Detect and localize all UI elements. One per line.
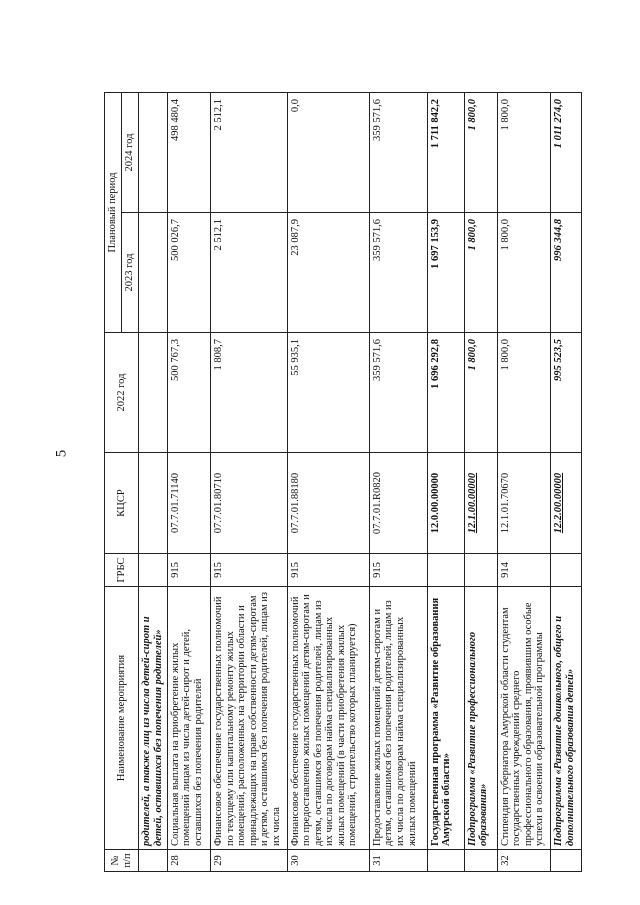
header-2024: 2024 год — [122, 93, 139, 213]
row-kcsr: 07.7.01.80710 — [211, 453, 287, 554]
header-name: Наименование мероприятия — [105, 587, 139, 850]
row-kcsr: 07.7.01.88180 — [287, 453, 369, 554]
row-2022: 1 800,0 — [497, 333, 551, 453]
header-kcsr: КЦСР — [105, 453, 139, 554]
row-kcsr: 12.2.00.00000 — [551, 453, 582, 554]
row-name: Государственная программа «Развитие образования Амурской области» — [427, 587, 464, 850]
header-plan-period: Плановый период — [105, 93, 122, 333]
row-number: 32 — [497, 850, 551, 872]
row-kcsr: 12.1.00.00000 — [464, 453, 497, 554]
row-2024 — [139, 93, 168, 213]
row-2024: 1 011 274,0 — [551, 93, 582, 213]
row-name: Социальная выплата на приобретение жилых помещений лицам из числа детей-сирот и детей, оставшихся без попечения родителей — [167, 587, 210, 850]
header-grbs: ГРБС — [105, 554, 139, 587]
row-number: 30 — [287, 850, 369, 872]
row-kcsr: 12.1.01.70670 — [497, 453, 551, 554]
table-row — [287, 93, 369, 872]
row-2023: 996 344,8 — [551, 213, 582, 333]
header-row-1 — [105, 93, 122, 872]
rotated-page-content — [104, 93, 582, 872]
table-row — [427, 93, 464, 872]
row-2022: 55 935,1 — [287, 333, 369, 453]
row-2024: 498 480,4 — [167, 93, 210, 213]
row-2023: 359 571,6 — [369, 213, 427, 333]
row-2024: 1 800,0 — [464, 93, 497, 213]
row-kcsr — [139, 453, 168, 554]
row-grbs — [139, 554, 168, 587]
row-2023: 1 800,0 — [497, 213, 551, 333]
row-2022 — [139, 333, 168, 453]
header-2022: 2022 год — [105, 333, 139, 453]
row-2024: 1 800,0 — [497, 93, 551, 213]
row-2022: 1 800,0 — [464, 333, 497, 453]
row-name: Стипендия губернатора Амурской области студентам государственных учреждений среднего профессионального образования, проявившим особые успехи в освоении образовательной программы — [497, 587, 551, 850]
row-number: 28 — [167, 850, 210, 872]
table-row — [167, 93, 210, 872]
row-number — [427, 850, 464, 872]
header-2023: 2023 год — [122, 213, 139, 333]
row-name: Финансовое обеспечение государственных полномочий по текущему или капитальному ремонту жилых помещений, расположенных на территории области и принадлежащих на праве собственности детям-сиротам и детям, оставшимся без попечения родителей, лицам из их числа — [211, 587, 287, 850]
row-2024: 1 711 842,2 — [427, 93, 464, 213]
table-row — [369, 93, 427, 872]
row-number — [551, 850, 582, 872]
row-grbs: 915 — [211, 554, 287, 587]
row-2022: 359 571,6 — [369, 333, 427, 453]
row-grbs — [427, 554, 464, 587]
row-number — [464, 850, 497, 872]
table-row — [551, 93, 582, 872]
page-number: 5 — [53, 449, 70, 458]
row-2023: 2 512,1 — [211, 213, 287, 333]
row-grbs: 915 — [369, 554, 427, 587]
budget-table — [104, 92, 582, 872]
row-2023: 1 697 153,9 — [427, 213, 464, 333]
row-kcsr: 07.7.01.R0820 — [369, 453, 427, 554]
row-2022: 1 696 292,8 — [427, 333, 464, 453]
row-2022: 995 523,5 — [551, 333, 582, 453]
row-number: 31 — [369, 850, 427, 872]
row-grbs: 915 — [167, 554, 210, 587]
row-number: 29 — [211, 850, 287, 872]
table-row — [464, 93, 497, 872]
row-name: Предоставление жилых помещений детям-сиротам и детям, оставшимся без попечения родителей, лицам из их числа по договорам найма специализированных жилых помещений — [369, 587, 427, 850]
row-number — [139, 850, 168, 872]
row-name: Подпрограмма «Развитие дошкольного, общего и дополнительного образования детей» — [551, 587, 582, 850]
row-2022: 500 767,3 — [167, 333, 210, 453]
row-kcsr: 07.7.01.71140 — [167, 453, 210, 554]
row-2024: 0,0 — [287, 93, 369, 213]
row-grbs: 914 — [497, 554, 551, 587]
row-grbs — [464, 554, 497, 587]
row-name: Финансовое обеспечение государственных полномочий по предоставлению жилых помещений детям-сиротам и детям, оставшимся без попечения родителей, лицам из их числа по договорам найма специализированных жилых помещений (в части приобретения жилых помещений, строительство которых планируется) — [287, 587, 369, 850]
header-num: № п/п — [105, 850, 139, 872]
row-2023: 500 026,7 — [167, 213, 210, 333]
row-2024: 359 571,6 — [369, 93, 427, 213]
row-2023: 1 800,0 — [464, 213, 497, 333]
row-kcsr: 12.0.00.00000 — [427, 453, 464, 554]
row-2024: 2 512,1 — [211, 93, 287, 213]
row-grbs — [551, 554, 582, 587]
table-row — [211, 93, 287, 872]
row-2022: 1 808,7 — [211, 333, 287, 453]
row-2023: 23 087,9 — [287, 213, 369, 333]
row-name: родителей, а также лиц из числа детей-сирот и детей, оставшихся без попечения родителей» — [139, 587, 168, 850]
row-2023 — [139, 213, 168, 333]
table-row — [497, 93, 551, 872]
table-row — [139, 93, 168, 872]
row-name: Подпрограмма «Развитие профессионального образования» — [464, 587, 497, 850]
table-body — [139, 93, 582, 872]
row-grbs: 915 — [287, 554, 369, 587]
